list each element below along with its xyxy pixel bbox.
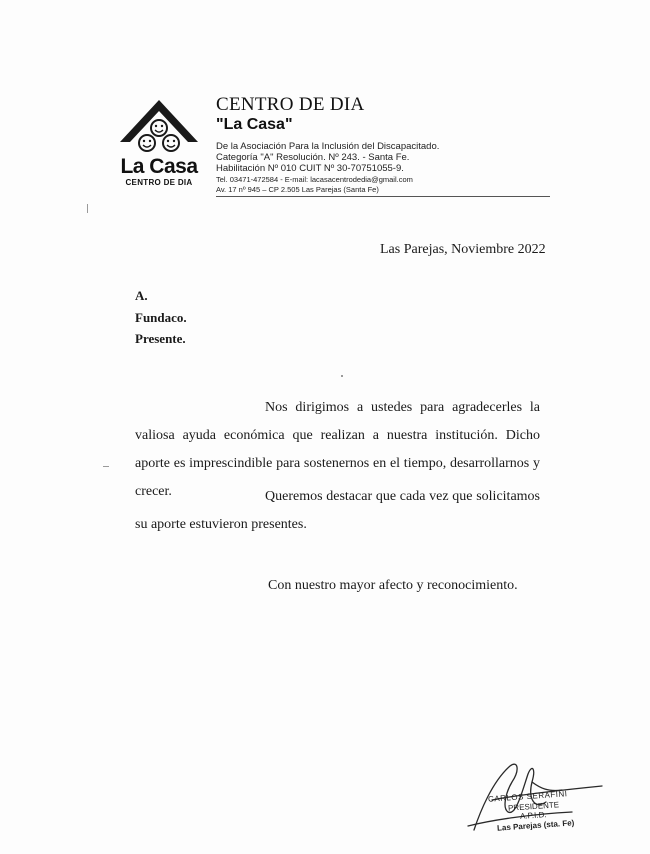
- logo-subtitle: CENTRO DE DIA: [125, 178, 193, 187]
- house-with-three-smiling-faces-icon: [118, 98, 200, 158]
- body-paragraph-2: Queremos destacar que cada vez que solicitamos su aporte estuvieron presentes.: [135, 489, 540, 532]
- letterhead-category: Categoría "A" Resolución. Nº 243. - Santa Fe.: [216, 152, 410, 163]
- la-casa-logo: [118, 98, 200, 190]
- letterhead-association: De la Asociación Para la Inclusión del Discapacitado.: [216, 141, 440, 152]
- letterhead-name: "La Casa": [216, 116, 293, 133]
- addressee-salutation: Presente.: [135, 331, 186, 346]
- addressee-prefix: A.: [135, 288, 148, 303]
- scan-speck: [103, 466, 109, 467]
- stamp-city: Las Parejas (sta. Fe): [496, 818, 575, 833]
- letterhead-address: Av. 17 nº 945 – CP 2.505 Las Parejas (Santa Fe): [216, 185, 379, 194]
- body-paragraph-1: Nos dirigimos a ustedes para agradecerles la valiosa ayuda económica que realizan a nuestra institución. Dicho aporte es imprescindible para sostenernos en el tiempo, desarrollarnos y crecer.: [135, 400, 540, 499]
- letterhead-divider: [216, 196, 550, 197]
- stamp-name: CARLOS SERAFINI: [487, 789, 568, 804]
- stamp-abbr: A.P.I.D.: [519, 810, 547, 821]
- letterhead-title: CENTRO DE DIA: [216, 94, 365, 115]
- logo-title: La Casa: [120, 155, 198, 178]
- closing-line: Con nuestro mayor afecto y reconocimiento.: [268, 578, 518, 593]
- scan-speck: [87, 204, 88, 213]
- letter-date: Las Parejas, Noviembre 2022: [380, 242, 546, 257]
- letterhead-registration: Habilitación Nº 010 CUIT Nº 30-70751055-9.: [216, 163, 404, 174]
- stamp-role: PRESIDENTE: [507, 800, 560, 813]
- scan-speck: [341, 375, 343, 377]
- letterhead-contact: Tel. 03471-472584 - E-mail: lacasacentrodedia@gmail.com: [216, 175, 413, 184]
- addressee-name: Fundaco.: [135, 310, 187, 325]
